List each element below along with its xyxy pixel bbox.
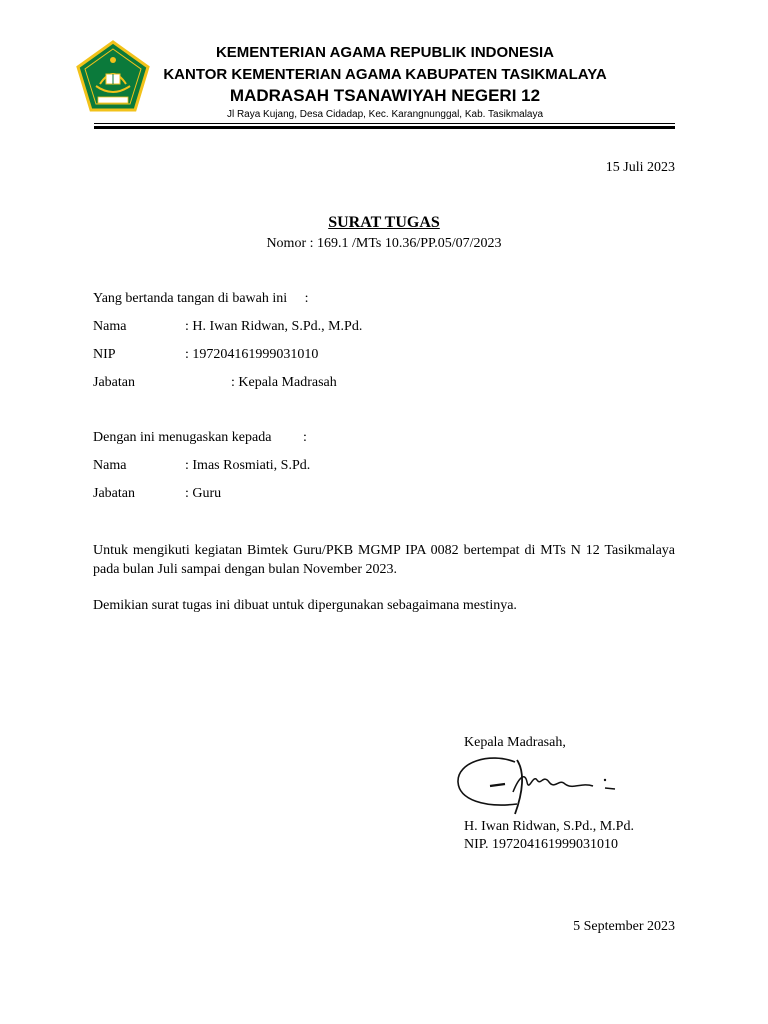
handwritten-signature-icon bbox=[455, 752, 620, 822]
assignee-jabatan-label: Jabatan bbox=[93, 486, 135, 501]
assignee-name-value: : Imas Rosmiati, S.Pd. bbox=[185, 458, 311, 473]
signer-nip-value: : 197204161999031010 bbox=[185, 347, 319, 362]
closing-paragraph: Demikian surat tugas ini dibuat untuk dipergunakan sebagaimana mestinya. bbox=[93, 598, 517, 613]
bottom-date: 5 September 2023 bbox=[573, 919, 675, 934]
letterhead-divider-thick bbox=[94, 126, 675, 129]
assignee-jabatan-value: : Guru bbox=[185, 486, 222, 501]
signature-name: H. Iwan Ridwan, S.Pd., M.Pd. bbox=[464, 819, 634, 834]
intro-signer: Yang bertanda tangan di bawah ini : bbox=[93, 291, 309, 306]
signer-jabatan-label: Jabatan bbox=[93, 375, 135, 390]
signature-role: Kepala Madrasah, bbox=[464, 735, 566, 750]
signer-name-value: : H. Iwan Ridwan, S.Pd., M.Pd. bbox=[185, 319, 363, 334]
body-paragraph: Untuk mengikuti kegiatan Bimtek Guru/PKB MGMP IPA 0082 bertempat di MTs N 12 Tasikmalaya pada bulan Juli sampai dengan bulan November 2023. bbox=[93, 543, 675, 577]
letterhead-divider-thin bbox=[94, 123, 675, 124]
signer-jabatan-value: : Kepala Madrasah bbox=[231, 375, 337, 390]
letterhead-office: KANTOR KEMENTERIAN AGAMA KABUPATEN TASIKMALAYA bbox=[163, 66, 607, 83]
assignee-name-label: Nama bbox=[93, 458, 127, 473]
letterhead-school: MADRASAH TSANAWIYAH NEGERI 12 bbox=[229, 86, 541, 105]
letter-date: 15 Juli 2023 bbox=[605, 160, 675, 175]
letter-number: Nomor : 169.1 /MTs 10.36/PP.05/07/2023 bbox=[266, 236, 502, 251]
kemenag-emblem-icon bbox=[76, 40, 150, 112]
letterhead-address: Jl Raya Kujang, Desa Cidadap, Kec. Karangnunggal, Kab. Tasikmalaya bbox=[226, 109, 544, 120]
signature-nip: NIP. 197204161999031010 bbox=[464, 837, 619, 852]
signer-name-label: Nama bbox=[93, 319, 127, 334]
signer-nip-label: NIP bbox=[93, 347, 116, 362]
letter-title: SURAT TUGAS bbox=[328, 214, 440, 231]
intro-assignee: Dengan ini menugaskan kepada : bbox=[93, 430, 307, 445]
letterhead-ministry: KEMENTERIAN AGAMA REPUBLIK INDONESIA bbox=[215, 44, 555, 61]
